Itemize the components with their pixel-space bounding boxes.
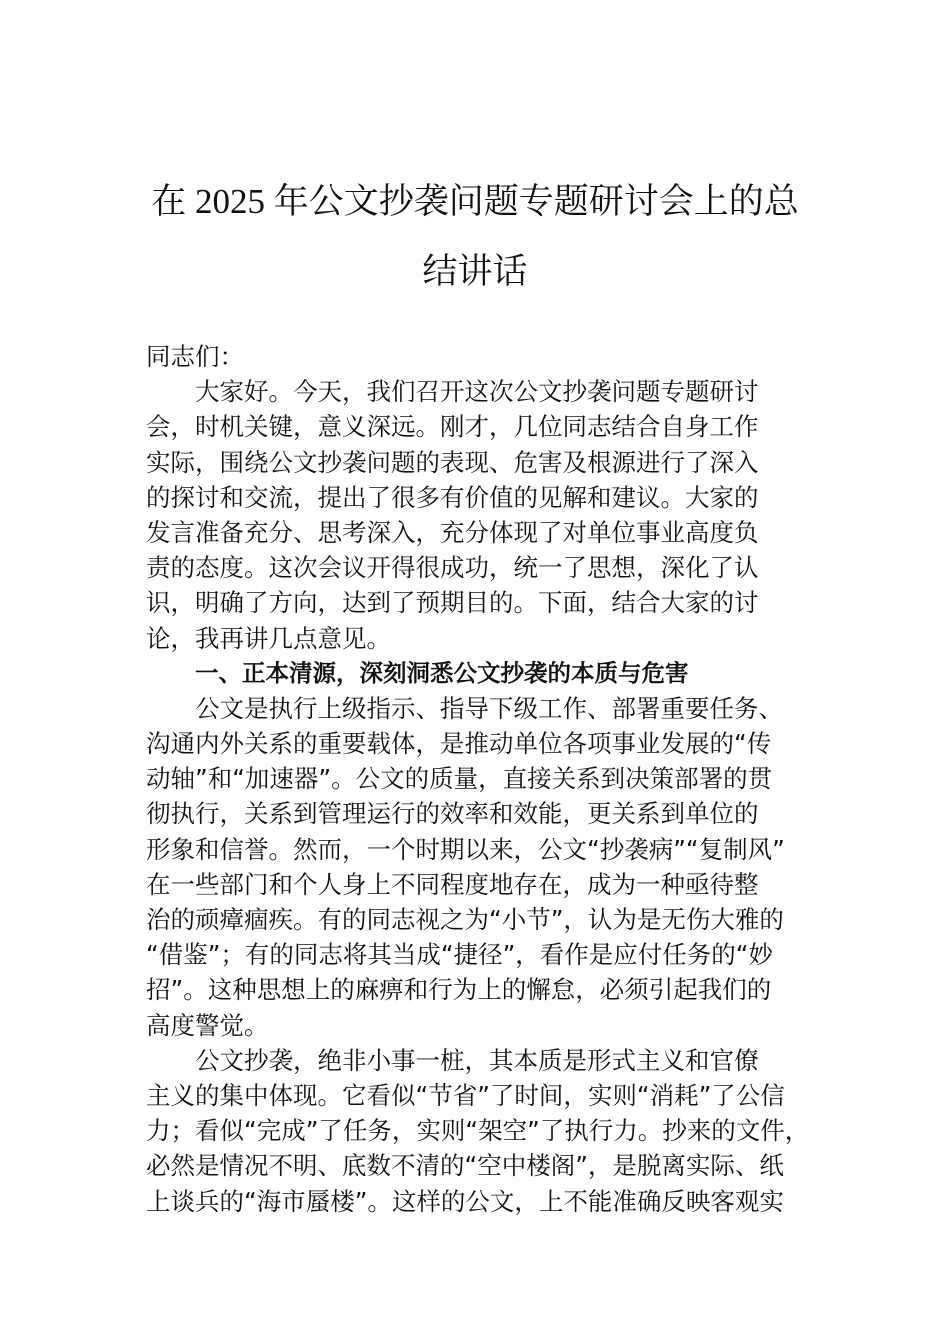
body-line: 的探讨和交流，提出了很多有价值的见解和建议。大家的 [146,482,759,512]
document-title [0,170,950,304]
body-line: 责的态度。这次会议开得很成功，统一了思想，深化了认 [146,553,759,583]
section-heading: 一、正本清源，深刻洞悉公文抄袭的本质与危害 [195,658,689,687]
body-line: 必然是情况不明、底数不清的“空中楼阁”，是脱离实际、纸 [146,1151,784,1181]
title-line-1: 在 2025 年公文抄袭问题专题研讨会上的总 [151,182,799,221]
salutation: 同志们： [146,342,244,371]
title-line-2: 结讲话 [422,252,528,291]
body-line: 实际，围绕公文抄袭问题的表现、危害及根源进行了深入 [146,447,759,477]
body-line: 动轴”和“加速器”。公文的质量，直接关系到决策部署的贯 [146,764,773,794]
body-line: 大家好。今天，我们召开这次公文抄袭问题专题研讨 [195,377,759,407]
body-line: 力；看似“完成”了任务，实则“架空”了执行力。抄来的文件， [146,1116,810,1146]
body-line: 在一些部门和个人身上不同程度地存在，成为一种亟待整 [146,869,759,899]
body-line: 识，明确了方向，达到了预期目的。下面，结合大家的讨 [146,588,759,618]
body-line: 主义的集中体现。它看似“节省”了时间，实则“消耗”了公信 [146,1080,785,1110]
body-line: 沟通内外关系的重要载体，是推动单位各项事业发展的“传 [146,729,772,759]
body-line: 会，时机关键，意义深远。刚才，几位同志结合自身工作 [146,412,759,442]
body-line: 招”。这种思想上的麻痹和行为上的懈怠，必须引起我们的 [146,975,772,1005]
body-line: 公文抄袭，绝非小事一桩，其本质是形式主义和官僚 [195,1045,759,1075]
body-line: 发言准备充分、思考深入，充分体现了对单位事业高度负 [146,517,759,547]
body-line: 上谈兵的“海市蜃楼”。这样的公文，上不能准确反映客观实 [146,1186,784,1216]
body-line: “借鉴”；有的同志将其当成“捷径”，看作是应付任务的“妙 [146,940,773,970]
document-body [146,339,822,1219]
body-line: 彻执行，关系到管理运行的效率和效能，更关系到单位的 [146,799,759,829]
body-line: 论，我再讲几点意见。 [146,623,391,653]
body-line: 治的顽瘴痼疾。有的同志视之为“小节”，认为是无伤大雅的 [146,905,784,934]
body-line: 高度警觉。 [146,1010,269,1040]
body-line: 形象和信誉。然而，一个时期以来，公文“抄袭病”“复制风” [146,834,785,864]
body-line: 公文是执行上级指示、指导下级工作、部署重要任务、 [195,693,783,723]
